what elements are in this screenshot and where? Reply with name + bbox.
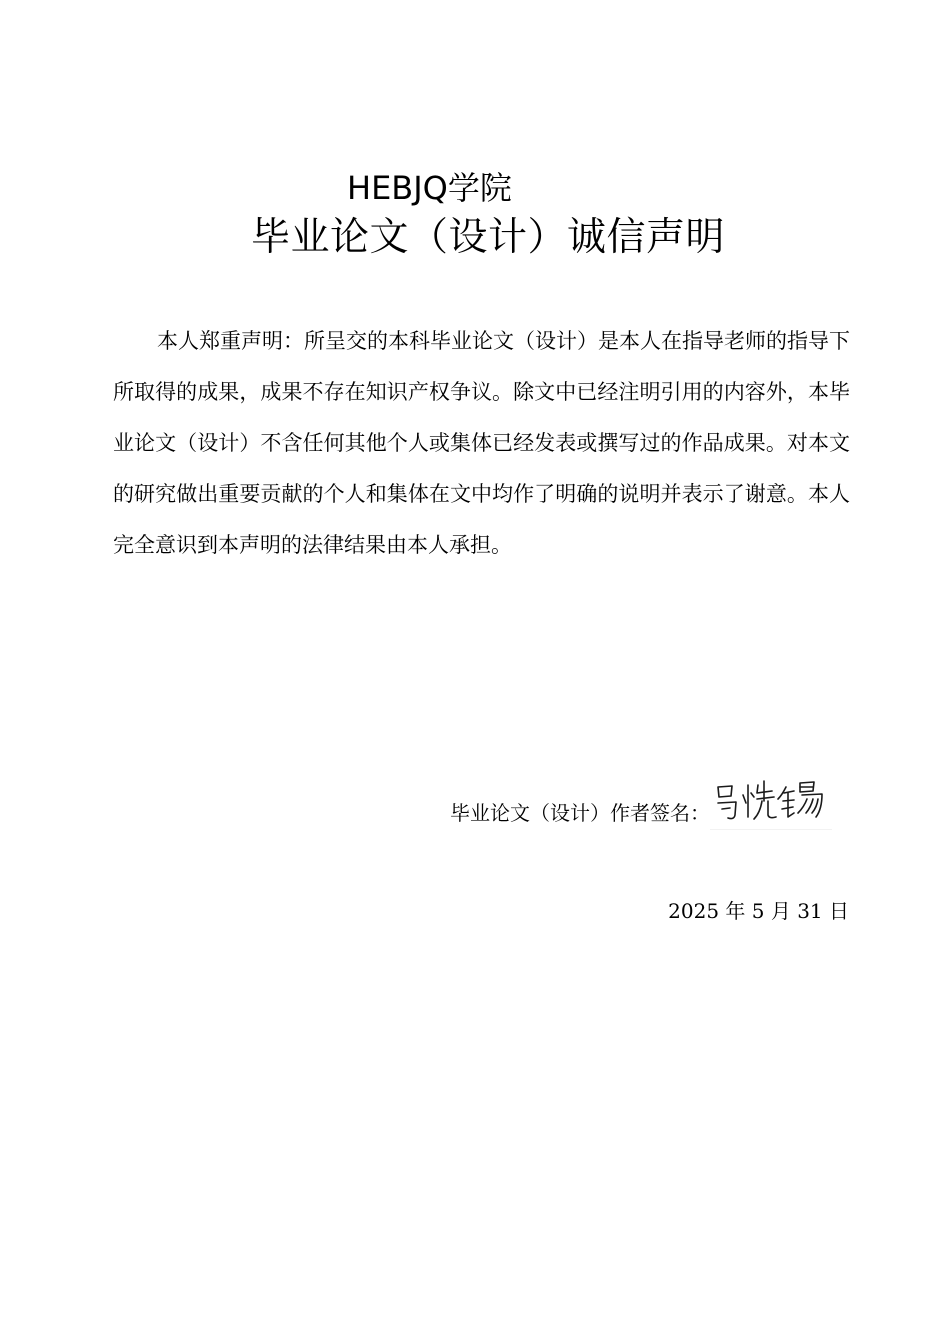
declaration-body: 本人郑重声明：所呈交的本科毕业论文（设计）是本人在指导老师的指导下所取得的成果，成果不存在知识产权争议。除文中已经注明引用的内容外，本毕业论文（设计）不含任何其他个人或集体已经发表或撰写过的作品成果。对本文的研究做出重要贡献的个人和集体在文中均作了明确的说明并表示了谢意。本人完全意识到本声明的法律结果由本人承担。: [113, 329, 850, 557]
signature-row: [450, 770, 832, 830]
page-title: 毕业论文（设计）诚信声明: [251, 215, 726, 260]
institution-name: HEBJQ学院: [347, 169, 512, 207]
signing-date: 2025 年 5 月 31 日: [668, 899, 849, 923]
signature-label: 毕业论文（设计）作者签名：: [450, 801, 710, 825]
signature-drawing: [710, 773, 832, 829]
handwritten-signature: [710, 773, 832, 830]
